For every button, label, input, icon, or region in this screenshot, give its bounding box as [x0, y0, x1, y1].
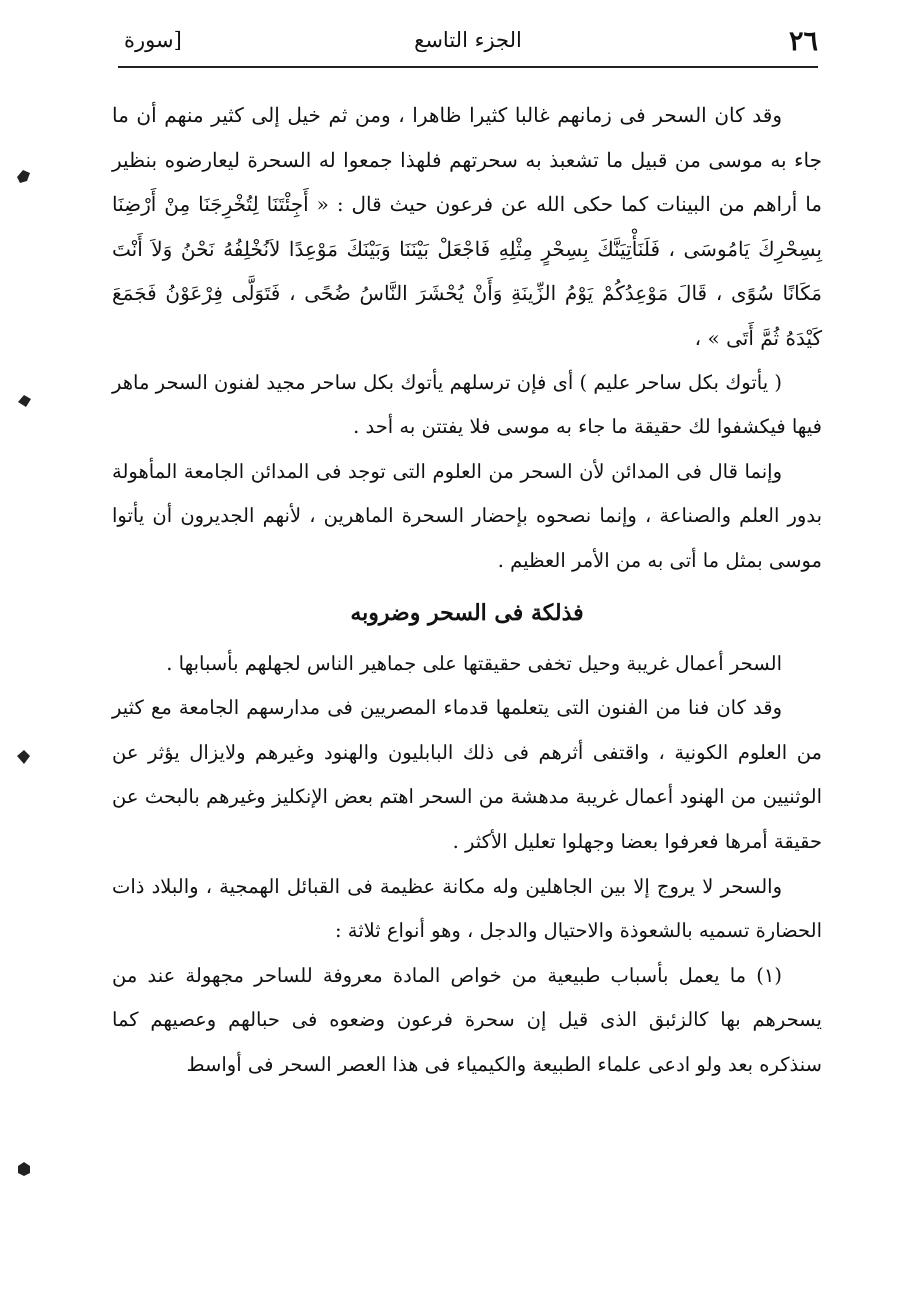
paragraph: وقد كان السحر فى زمانهم غالبا كثيرا ظاهرا ، ومن ثم خيل إلى كثير منهم أن ما جاء به موسى من قبيل ما تشعبذ به سحرتهم فلهذا جمعوا له السحرة ليعارضوه بنظير ما أراهم من البينات كما حكى الله عن فرعون حيث قال : « أَجِئْتَنَا لِتُخْرِجَنَا مِنْ أَرْضِنَا بِسِحْرِكَ يَامُوسَى ، فَلَنَأْتِيَنَّكَ بِسِحْرٍ مِثْلِهِ فَاجْعَلْ بَيْنَنَا وَبَيْنَكَ مَوْعِدًا لاَنُخْلِفُهُ نَحْنُ وَلاَ أَنْتَ مَكَانًا سُوًى ، قَالَ مَوْعِدُكُمْ يَوْمُ الزِّينَةِ وَأَنْ يُحْشَرَ النَّاسُ ضُحًى ، فَتَوَلَّى فِرْعَوْنُ فَجَمَعَ كَيْدَهُ ثُمَّ أَتَى » ،	[112, 103, 822, 350]
header-rule	[118, 66, 818, 68]
part-title: الجزء التاسع	[414, 28, 522, 52]
margin-speck-icon	[14, 168, 34, 186]
section-heading: فذلكة فى السحر وضروبه	[350, 599, 584, 626]
paragraph: وإنما قال فى المدائن لأن السحر من العلوم التى توجد فى المدائن الجامعة المأهولة بدور العلم والصناعة ، وإنما نصحوه بإحضار السحرة الماهرين ، لأنهم الجديرون أن يأتوا موسى بمثل ما أتى به من الأمر العظيم .	[112, 459, 822, 572]
running-header	[118, 20, 818, 64]
paragraph: وقد كان فنا من الفنون التى يتعلمها قدماء المصريين فى مدارسهم الجامعة مع كثير من العلوم الكونية ، واقتفى أثرهم فى ذلك البابليون والهنود وغيرهم ولايزال يؤثر عن الوثنيين من الهنود أعمال غريبة مدهشة من السحر اهتم بعض الإنكليز وغيرهم بالبحث عن حقيقة أمرها فعرفوا بعضا وجهلوا تعليل الأكثر .	[112, 696, 822, 853]
paragraph: السحر أعمال غريبة وحيل تخفى حقيقتها على جماهير الناس لجهلهم بأسبابها .	[166, 651, 782, 675]
paragraph: (١) ما يعمل بأسباب طبيعية من خواص المادة معروفة للساحر مجهولة عند من يسحرهم بها كالزئبق الذى قيل إن سحرة فرعون وضعوه فى حبالهم وعصيهم كما سنذكره بعد ولو ادعى علماء الطبيعة والكيمياء فى هذا العصر السحر فى أواسط	[112, 963, 822, 1076]
page-number: ٢٦	[788, 26, 818, 57]
paragraph: والسحر لا يروج إلا بين الجاهلين وله مكانة عظيمة فى القبائل الهمجية ، والبلاد ذات الحضارة تسميه بالشعوذة والاحتيال والدجل ، وهو أنواع ثلاثة :	[112, 874, 822, 943]
margin-speck-icon	[14, 1160, 34, 1178]
body-text	[112, 93, 822, 1087]
paragraph: ( يأتوك بكل ساحر عليم ) أى فإن ترسلهم يأتوك بكل ساحر مجيد لفنون السحر ماهر فيها فيكشفوا لك حقيقة ما جاء به موسى فلا يفتتن به أحد .	[112, 370, 822, 439]
margin-speck-icon	[14, 392, 34, 410]
margin-speck-icon	[14, 748, 34, 766]
surah-label: [سورة	[124, 28, 182, 52]
